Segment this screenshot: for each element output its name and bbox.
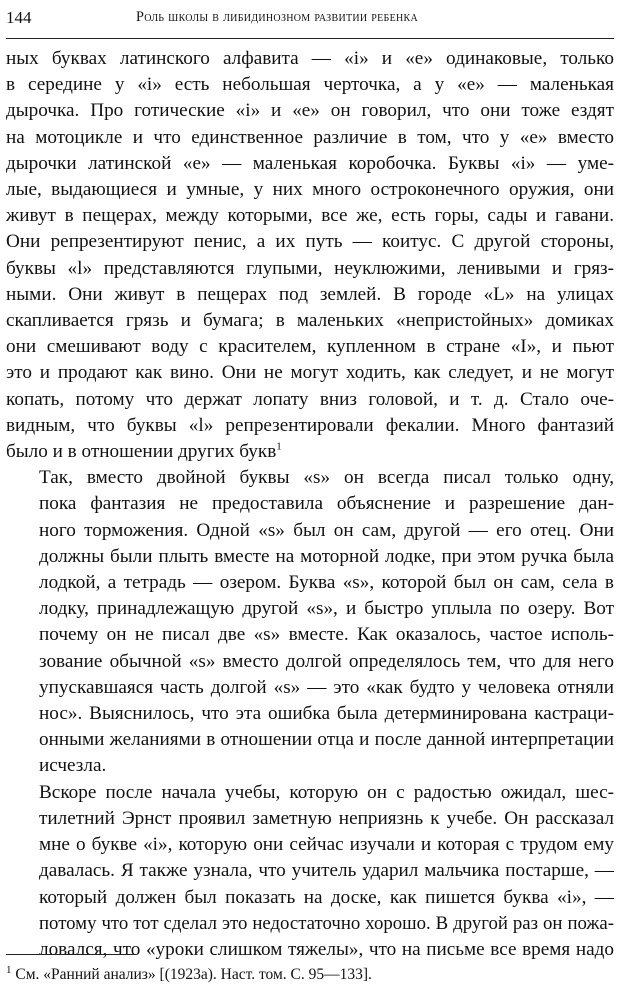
footnote-text: См. «Ранний анализ» [(1923a). Наст. том. С. 95—133]. <box>15 966 372 983</box>
body-text <box>6 46 614 963</box>
footnote <box>6 963 614 984</box>
text-line: Так, вместо двойной буквы «s» он всегда писал только одну, <box>39 467 614 489</box>
text-line: копать, потому что держат лопату вниз головой, и т. д. Стало оче- <box>6 388 614 410</box>
footnote-separator <box>6 954 136 955</box>
text-line: лодку, принадлежащую другой «s», и быстро уплыла по озеру. Вот <box>39 598 614 620</box>
paragraph-2 <box>6 465 614 779</box>
text-line: который должен был показать на доске, как пишется буква «i», — <box>39 886 614 908</box>
text-line: лые, выдающиеся и умные, у них много остроконечного оружия, они <box>6 179 614 201</box>
text-line: они смешивают воду с красителем, купленном в стране «I», и пьют <box>6 336 614 358</box>
paragraph-1 <box>6 46 614 465</box>
text-line: ловался, что «уроки слишком тяжелы», что на письме все время надо <box>39 938 614 960</box>
text-line: видным, что буквы «l» репрезентировали фекалии. Много фантазий <box>6 414 614 436</box>
text-line: дырочка. Про готические «i» и «e» он говорил, что они тоже ездят <box>6 100 614 122</box>
text-line: потому что тот сделал это недостаточно хорошо. В другой раз он пожа- <box>39 912 614 934</box>
running-title: Роль школы в либидинозном развитии ребенка <box>136 9 419 25</box>
page-number: 144 <box>6 8 32 27</box>
text-line: на мотоцикле и что единственное различие в том, что у «e» вместо <box>6 126 614 148</box>
text-line: должны были плыть вместе на моторной лодке, при этом ручка была <box>39 545 614 567</box>
text-line: мне о букве «i», которую они сейчас изучали и которая с трудом ему <box>39 834 614 856</box>
footnote-reference[interactable]: 1 <box>276 440 282 453</box>
paragraph-3 <box>6 780 614 963</box>
text-line: дырочки латинской «e» — маленькая коробочка. Буквы «i» — уме- <box>6 152 614 174</box>
text-line: это и продают как вино. Они не могут ходить, как следует, и не могут <box>6 362 614 384</box>
text-line: живут в пещерах, между которыми, все же, есть горы, сады и гавани. <box>6 205 614 227</box>
text-line: исчезла. <box>39 755 107 777</box>
page-header <box>6 2 614 39</box>
text-line-with-footnote <box>6 439 614 465</box>
text-line: ными. Они живут в пещерах под землей. В городе «L» на улицах <box>6 283 614 305</box>
text-line: было и в отношении других букв <box>6 441 277 463</box>
text-line: в середине у «i» есть небольшая черточка, а у «e» — маленькая <box>6 74 614 96</box>
text-line: упускавшаяся часть долгой «s» — это «как будто у человека отняли <box>39 676 614 698</box>
footnote-mark: 1 <box>6 963 12 976</box>
text-line: скапливается грязь и бумага; в маленьких «непристойных» домиках <box>6 310 614 332</box>
text-line: Вскоре после начала учебы, которую он с радостью ожидал, шес- <box>39 781 614 803</box>
text-line: нос». Выяснилось, что эта ошибка была детерминирована кастраци- <box>39 703 614 725</box>
text-line: тилетний Эрнст проявил заметную неприязнь к учебе. Он рассказал <box>39 807 614 829</box>
text-line: ного торможения. Одной «s» был он сам, другой — его отец. Они <box>39 519 614 541</box>
text-line: Они репрезентируют пенис, а их путь — коитус. С другой стороны, <box>6 231 614 253</box>
text-line: лодкой, а тетрадь — озером. Буква «s», которой был он сам, села в <box>39 572 614 594</box>
text-line: ных буквах латинского алфавита — «i» и «e» одинаковые, только <box>6 48 614 69</box>
text-line: зование обычной «s» вместо долгой определялось тем, что для него <box>39 650 614 672</box>
text-line: пока фантазия не предоставила объяснение и разрешение дан- <box>39 493 614 515</box>
text-line: онными желаниями в отношении отца и после данной интерпретации <box>39 729 614 751</box>
text-line: давалась. Я также узнала, что учитель ударил мальчика постарше, — <box>39 860 614 882</box>
text-line: почему он не писал две «s» вместе. Как оказалось, частое исполь- <box>39 624 614 646</box>
text-line: буквы «l» представляются глупыми, неуклюжими, ленивыми и гряз- <box>6 257 614 279</box>
